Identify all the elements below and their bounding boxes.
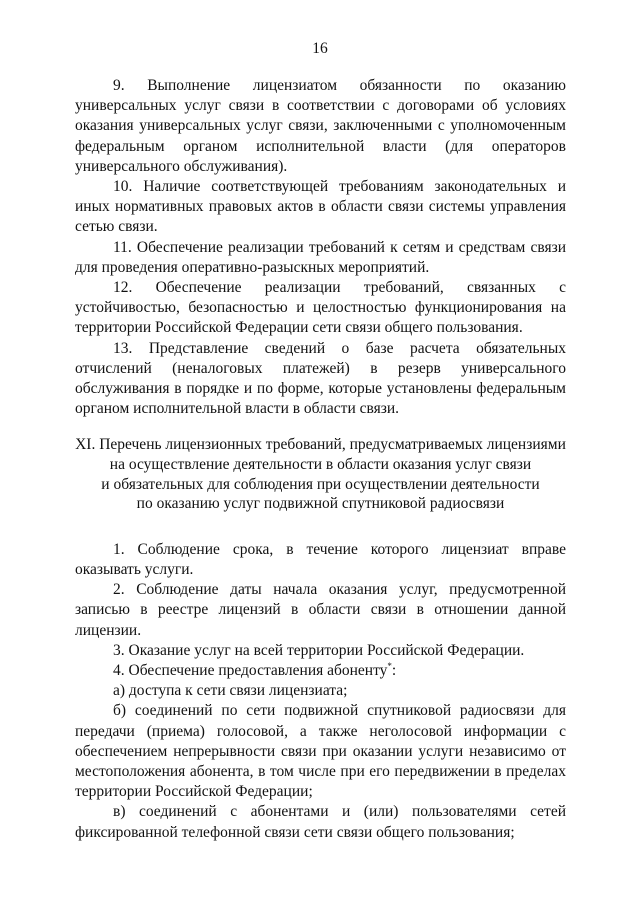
section-heading-line: XI. Перечень лицензионных требований, предусматриваемых лицензиями <box>75 436 566 454</box>
paragraph-11: 11. Обеспечение реализации требований к сетям и средствам связи для проведения оперативно-разыскных мероприятий. <box>75 238 566 276</box>
paragraph-10: 10. Наличие соответствующей требованиям законодательных и иных нормативных правовых актов в области связи системы управления сетью связи. <box>75 178 566 236</box>
requirement-4 <box>75 661 566 681</box>
requirement-4-suffix: : <box>391 662 397 680</box>
section-heading-line: по оказанию услуг подвижной спутниковой радиосвязи <box>136 495 505 513</box>
footnote-mark: * <box>387 661 392 672</box>
document-body <box>75 76 566 843</box>
section-heading <box>75 435 566 513</box>
spacer <box>75 419 566 435</box>
paragraph-9: 9. Выполнение лицензиатом обязанности по оказанию универсальных услуг связи в соответствии с договорами об условиях оказания универсальных услуг связи, заключенными с уполномоченным федеральным органом исполнительной власти (для операторов универсального обслуживания). <box>75 77 566 175</box>
paragraph-12: 12. Обеспечение реализации требований, связанных с устойчивостью, безопасностью и целостностью функционирования на территории Российской Федерации сети связи общего пользования. <box>75 279 566 337</box>
subitem-a: а) доступа к сети связи лицензиата; <box>113 682 348 700</box>
page-number: 16 <box>312 40 328 57</box>
paragraph-13: 13. Представление сведений о базе расчета обязательных отчислений (неналоговых платежей) в резерв универсального обслуживания в порядке и по форме, которые установлены федеральным органом исполнительной власти в области связи. <box>75 339 566 418</box>
requirement-3: 3. Оказание услуг на всей территории Российской Федерации. <box>113 641 525 659</box>
requirement-2: 2. Соблюдение даты начала оказания услуг, предусмотренной записью в реестре лицензий в области связи в отношении данной лицензии. <box>75 581 566 639</box>
requirement-1: 1. Соблюдение срока, в течение которого лицензиат вправе оказывать услуги. <box>75 540 566 579</box>
spacer <box>75 514 566 540</box>
subitem-b: б) соединений по сети подвижной спутниковой радиосвязи для передачи (приема) голосовой, а также неголосовой информации с обеспечением непрерывности связи при оказании услуги независимо от местоположения абонента, в том числе при его передвижении в пределах территории Российской Федерации; <box>75 702 566 801</box>
requirement-4-text: 4. Обеспечение предоставления абоненту <box>113 662 388 680</box>
subitem-v: в) соединений с абонентами и (или) пользователями сетей фиксированной телефонной связи сети связи общего пользования; <box>75 803 566 841</box>
section-heading-line: и обязательных для соблюдения при осуществлении деятельности <box>101 475 540 493</box>
section-heading-line: на осуществление деятельности в области оказания услуг связи <box>109 456 532 474</box>
